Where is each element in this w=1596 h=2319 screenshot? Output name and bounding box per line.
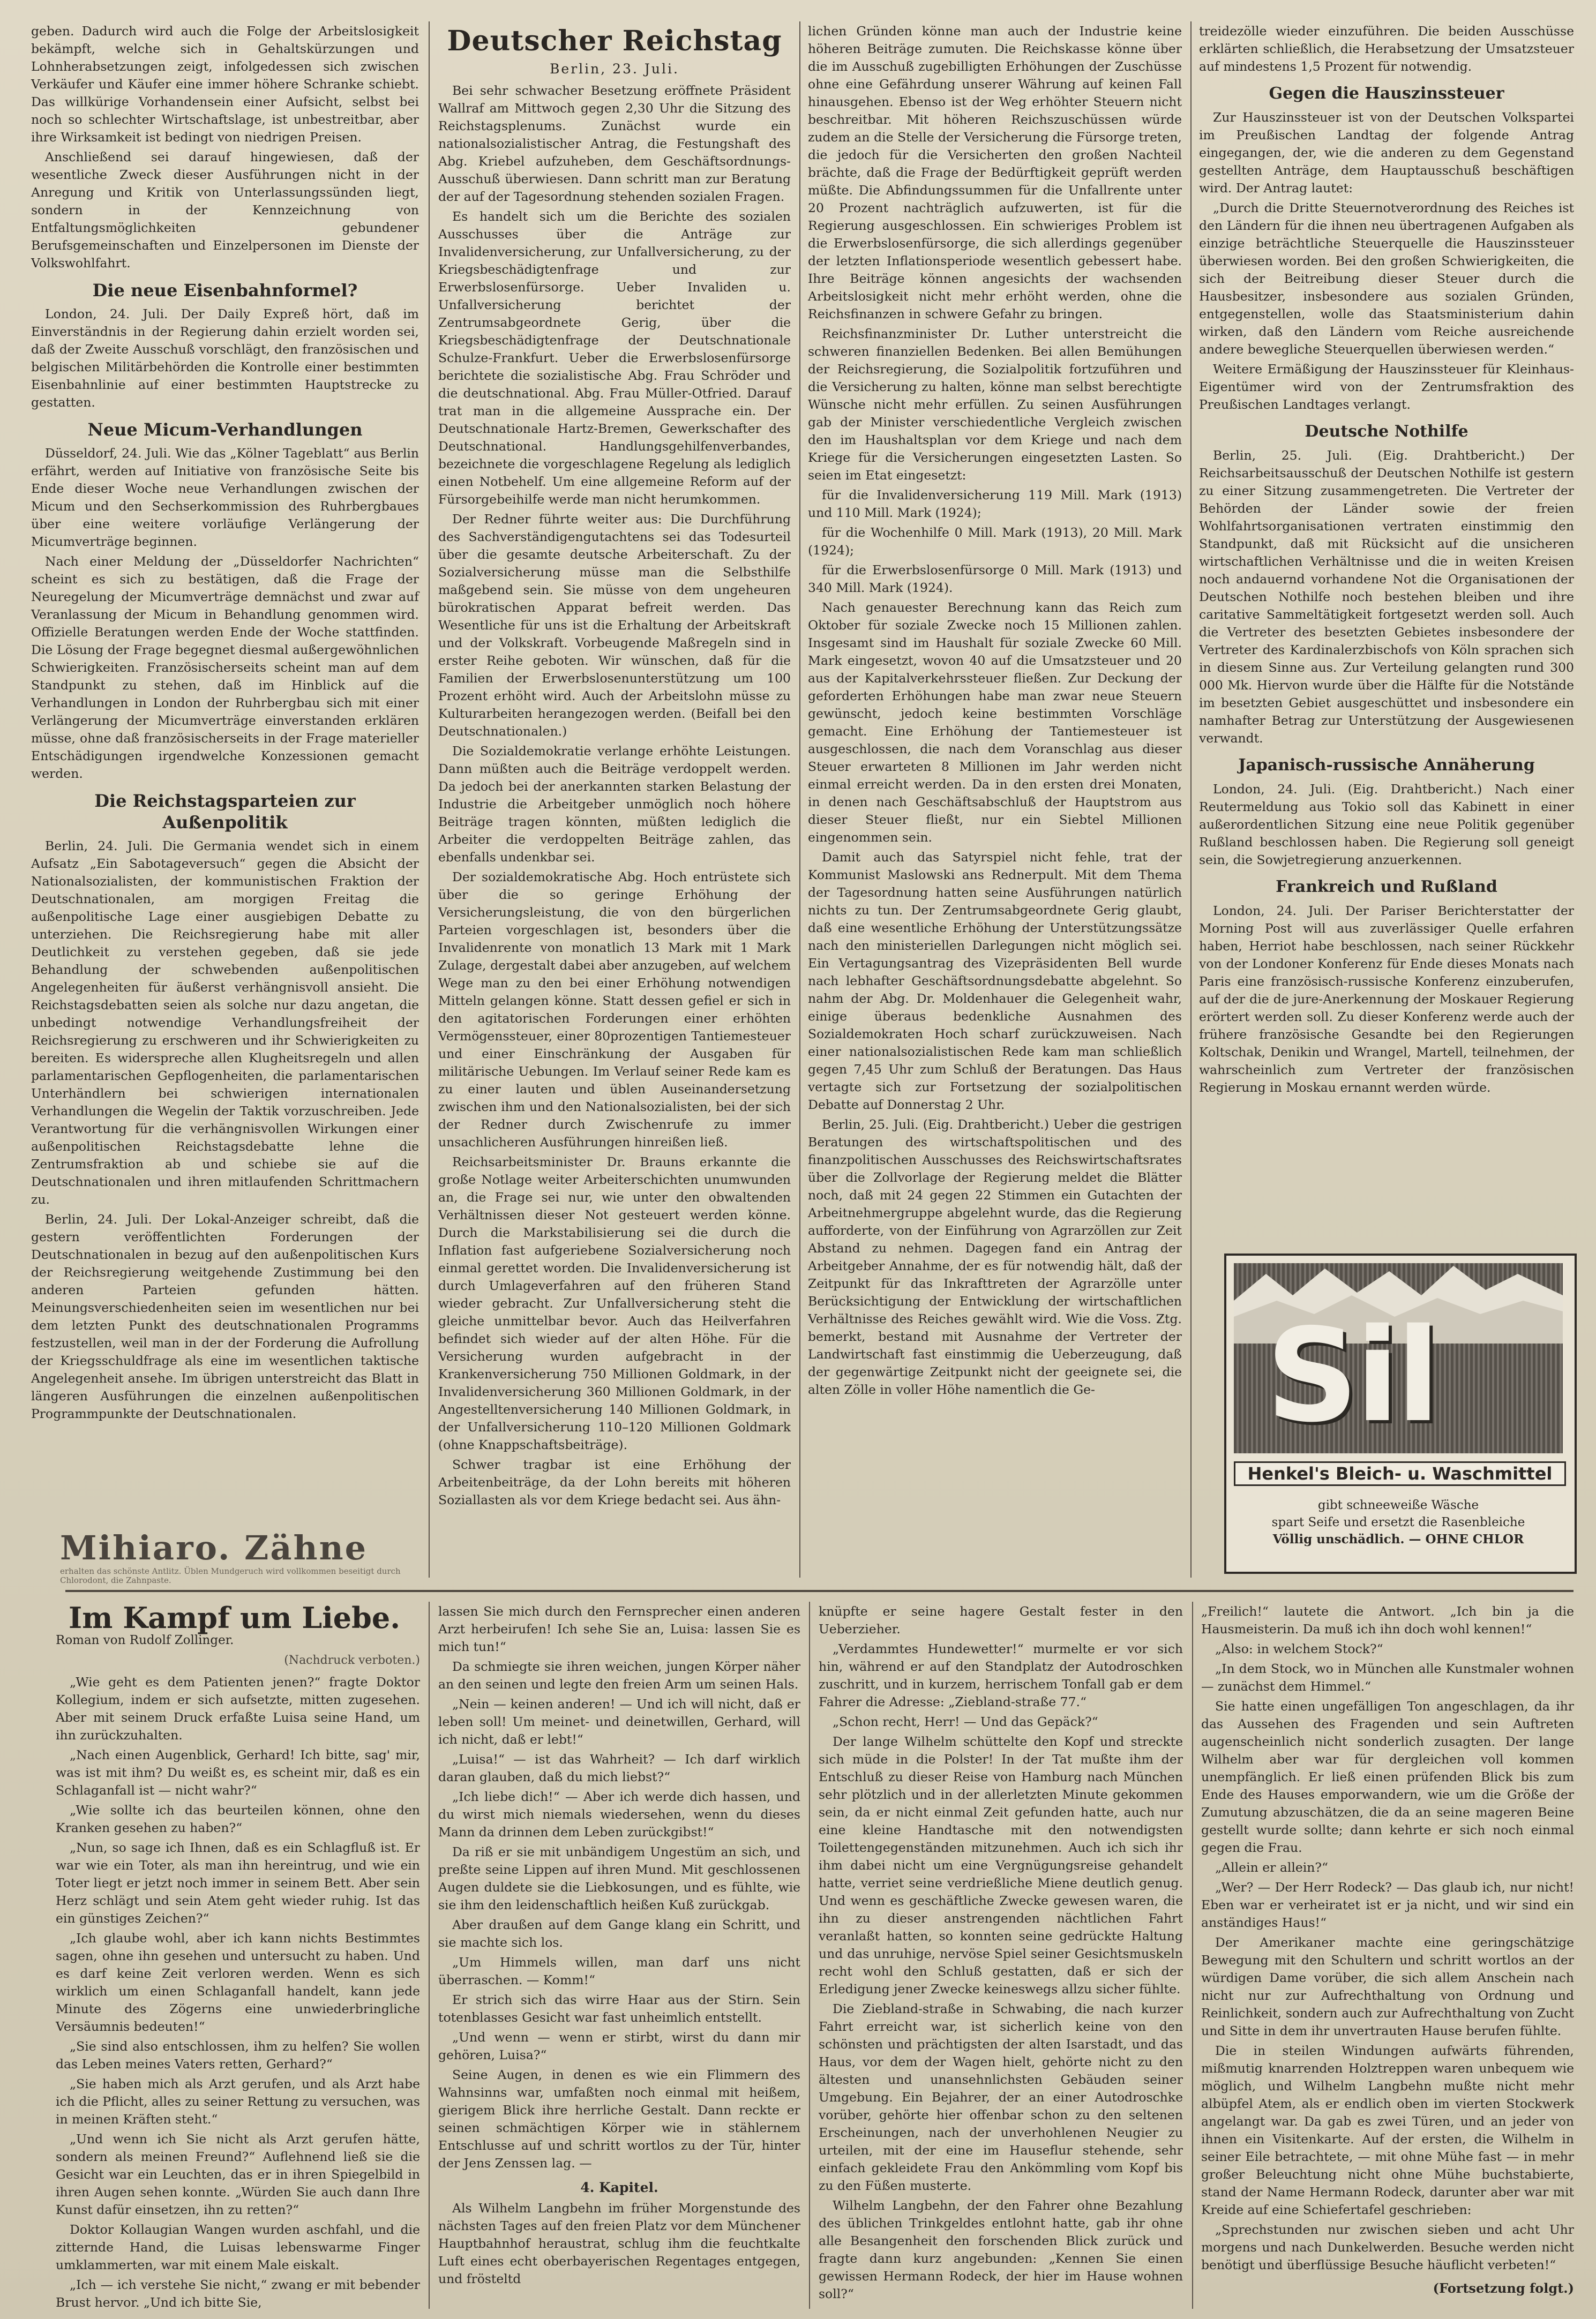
- novel-paragraph: knüpfte er seine hagere Gestalt fester in den Ueberzieher.: [819, 1604, 1183, 1637]
- reprint-note: (Nachdruck verboten.): [284, 1654, 420, 1667]
- feuilleton-column-1: [56, 1602, 420, 2309]
- article-paragraph: Die Sozialdemokratie verlange erhöhte Leistungen. Dann müßten auch die Beiträge verdoppelt werden. Da jedoch bei der anerkannten starken Belastung der Industrie die Arbeitgeber unmöglich noch höhere Beiträge tragen könnten, müßten lediglich die Arbeiter die verdoppelten Beiträge zahlen, das ebenfalls undenkbar sei.: [438, 744, 791, 865]
- novel-paragraph: „Und wenn ich Sie nicht als Arzt gerufen hätte, sondern als meinen Freund?“ Auflehnend ließ sie die Gesicht war ein Leuchten, das er in ihren Spiegelbild in ihren Augen sehen konnte. „Würden Sie auch dann Ihre Kunst dafür einsetzen, ihn zu retten?“: [56, 2132, 420, 2217]
- headline-eisenbahnformel: Die neue Eisenbahnformel?: [92, 280, 358, 301]
- column-rule: [799, 21, 800, 1578]
- novel-paragraph: Als Wilhelm Langbehn im früher Morgenstunde des nächsten Tages auf den freien Platz vor dem Münchener Hauptbahnhof heraustrat, schlug ihm die feuchtkalte Luft eines echt oberbayerischen Regentages entgegen, und frösteltd: [438, 2201, 800, 2286]
- novel-paragraph: „Wer? — Der Herr Rodeck? — Das glaub ich, nur nicht! Eben war er verheiratet ist er ja nicht, und wir sind ein anständiges Haus!“: [1201, 1880, 1574, 1930]
- novel-paragraph: „Sprechstunden nur zwischen sieben und acht Uhr morgens und nach Dunkelwerden. Besuche werden nicht benötigt und überflüssige Besuche häuflicht verbeten!“: [1201, 2222, 1574, 2272]
- novel-paragraph: Die in steilen Windungen aufwärts führenden, mißmutig knarrenden Holztreppen waren unbequem wie möglich, und Wilhelm Langbehn mußte nicht mehr albüpfel Atem, als er endlich oben im vierten Stockwerk angelangt war. Da gab es zwei Türen, und an jeder von ihnen ein Visitenkarte. Auf der ersten, die Wilhelm in seiner Eile betrachtete, — mit ohne Mühe fast — in mehr großer Beleuchtung nicht ohne Mühe buchstabierte, stand der Name Hermann Rodeck, darunter aber war mit Kreide auf eine Schiefertafel geschrieben:: [1201, 2043, 1574, 2217]
- article-paragraph: Berlin, 24. Juli. Die Germania wendet sich in einem Aufsatz „Ein Sabotageversuch“ gegen die Absicht der Nationalsozialisten, der kommunistischen Fraktion der Deutschnationalen, am morgigen Freitag die außenpolitische Lage einer ausgiebigen Debatte zu unterziehen. Die Reichsregierung habe mit aller Deutlichkeit zu verstehen gegeben, daß sie jede Behandlung der schwebenden außenpolitischen Angelegenheiten für äußerst verhängnisvoll ansieht. Die Reichstagsdebatten seien als solche nur dazu angetan, die unbedingt notwendige Verhandlungsfreiheit der Reichsregierung zu erschweren und ihr Schwierigkeiten zu bereiten. Es widerspreche allen Klugheitsregeln und allen parlamentarischen Gepflogenheiten, die parlamentarischen Unterhändlern bei schwierigen internationalen Verhandlungen die Wegelin der Taktik vorzuschreiben. Jede Verantwortung für die verhängnisvollen Wirkungen einer außenpolitischen Reichstagsdebatte lehne die Zentrumsfraktion ab und schiebe sie auf die Deutschnationalen und ihren mitlaufenden Schrittmachern zu.: [31, 838, 419, 1207]
- budget-line: für die Erwerbslosenfürsorge 0 Mill. Mark (1913) und 340 Mill. Mark (1924).: [808, 562, 1182, 595]
- column-4: [1199, 22, 1574, 1247]
- novel-paragraph: „Nach einen Augenblick, Gerhard! Ich bitte, sag' mir, was ist mit ihm? Du weißt es, es scheint mir, daß es ein Schlaganfall ist — nicht wahr?“: [56, 1747, 420, 1798]
- article-paragraph: „Durch die Dritte Steuernotverordnung des Reiches ist den Ländern für die ihnen neu übertragenen Aufgaben als einzige beträchtliche Steuerquelle die Hauszinssteuer überwiesen worden. Bei den großen Schwierigkeiten, die sich der Beitreibung dieser Steuer durch die Hausbesitzer, insbesondere aus sozialen Gründen, entgegenstellen, wolle das Staatsministerium dahin wirken, daß den Ländern vom Reiche ausreichende andere bewegliche Steuerquellen überwiesen werden.“: [1199, 200, 1574, 357]
- article-paragraph: Der Redner führte weiter aus: Die Durchführung des Sachverständigengutachtens sei das Todesurteil über die gesamte deutsche Arbeiterschaft. Zu der Sozialversicherung müsse man die Selbsthilfe maßgebend sein. Sie müsse von dem ungeheuren bürokratischen Apparat befreit werden. Das Wesentliche für uns ist die Erhaltung der Arbeitskraft und der Volkskraft. Vorbeugende Maßregeln sind in erster Reihe geboten. Wir wünschen, daß für die Familien der Erwerbslosenunterstützung um 100 Prozent erhöht wird. Auch der Arbeitslohn müsse zu Kulturarbeiten herangezogen werden. (Beifall bei den Deutschnationalen.): [438, 512, 791, 739]
- dateline: Berlin, 23. Juli.: [550, 61, 679, 77]
- article-paragraph: Der sozialdemokratische Abg. Hoch entrüstete sich über die so geringe Erhöhung der Versicherungsleistung, die von den bürgerlichen Parteien vorgeschlagen ist, besonders über die Invalidenrente von monatlich 13 Mark mit 1 Mark Zulage, dergestalt dabei aber anzugeben, auf welchem Wege man zu den bei einer Erhöhung notwendigen Mitteln gelangen könne. Statt dessen gefiel er sich in den agitatorischen Forderungen einer erhöhten Vermögenssteuer, einer 80prozentigen Tantiemesteuer und einer Einschränkung der Ausgaben für militärische Uebungen. Im Verlauf seiner Rede kam es zu einer lauten und üblen Auseinandersetzung zwischen ihm und den Nationalsozialisten, bei der sich der Redner durch Zwischenrufe zu immer unsachlicheren Ausführungen hinreißen ließ.: [438, 869, 791, 1150]
- column-rule: [1192, 1602, 1193, 2309]
- sil-ad-headline: Henkel's Bleich- u. Waschmittel: [1234, 1461, 1566, 1486]
- article-paragraph: Es handelt sich um die Berichte des sozialen Ausschusses über die Anträge zur Invalidenversicherung, zur Unfallversicherung, zu der Kriegsbeschädigtenfrage und zur Erwerbslosenfürsorge. Ueber Invaliden u. Unfallversicherung berichtet der Zentrumsabgeordnete Gerig, über die Kriegsbeschädigtenfrage der Deutschnationale Schulze-Frankfurt. Ueber die Erwerbslosenfürsorge berichtete die sozialistische Abg. Frau Schröder und die deutschnational. Abg. Frau Müller-Otfried. Darauf trat man in die allgemeine Aussprache ein. Der Deutschnationale Hartz-Bremen, Gewerkschafter des Deutschnational. Handlungsgehilfenverbandes, bezeichnete die vorgeschlagene Regelung als lediglich einen Notbehelf. Um eine allgemeine Reform auf der Fürsorgebeihilfe werde man nicht herumkommen.: [438, 209, 791, 507]
- novel-paragraph: „Nun, so sage ich Ihnen, daß es ein Schlagfluß ist. Er war wie ein Toter, als man ihn hereintrug, und wie ein Toter liegt er jetzt noch immer in seinem Bett. Aber sein Herz schlägt und sein Atem geht wieder ruhig. Ist das ein günstiges Zeichen?“: [56, 1840, 420, 1926]
- headline-reichstagsparteien: Die Reichstagsparteien zur Außenpolitik: [94, 791, 356, 832]
- novel-paragraph: Wilhelm Langbehn, der den Fahrer ohne Bezahlung des üblichen Trinkgeldes entlohnt hatte, gab ihr ohne alle Besangenheit den forschenden Blick zurück und fragte dann kurz angebunden: „Kennen Sie einen gewissen Hermann Rodeck, der hier im Hause wohnen soll?“: [819, 2198, 1183, 2301]
- article-paragraph: Damit auch das Satyrspiel nicht fehle, trat der Kommunist Maslowski ans Rednerpult. Mit dem Thema der Tagesordnung hatten seine Ausführungen natürlich nichts zu tun. Der Zentrumsabgeordnete Gerig glaubt, daß eine wesentliche Erhöhung der Unterstützungssätze nach den ministeriellen Darlegungen nicht möglich sei. Ein Vertagungsantrag des Vizepräsidenten Bell wurde nach lebhafter Geschäftsordnungsdebatte abgelehnt. So nahm der Abg. Dr. Moldenhauer die Gelegenheit wahr, einige überaus bedenkliche Ausnahmen des Sozialdemokraten Hoch scharf zurückzuweisen. Nach einer nationalsozialistischen Rede kam man schließlich gegen 7,45 Uhr zum Schluß der Beratungen. Das Haus vertagte sich zur Fortsetzung der sozialpolitischen Debatte auf Donnerstag 2 Uhr.: [808, 850, 1182, 1112]
- budget-line: für die Invalidenversicherung 119 Mill. Mark (1913) und 110 Mill. Mark (1924);: [808, 487, 1182, 520]
- article-paragraph: Bei sehr schwacher Besetzung eröffnete Präsident Wallraf am Mittwoch gegen 2,30 Uhr die Sitzung des Reichstagsplenums. Zunächst wurde ein nationalsozialistischer Antrag, die Festungshaft des Abg. Kriebel aufzuheben, dem Geschäftsordnungs-Ausschuß überwiesen. Dann schritt man zur Beratung der auf der Tagesordnung stehenden sozialen Fragen.: [438, 83, 791, 204]
- column-rule: [429, 1602, 430, 2309]
- column-1: [31, 22, 419, 1522]
- article-paragraph: Weitere Ermäßigung der Hauszinssteuer für Kleinhaus-Eigentümer wird von der Zentrumsfraktion des Preußischen Landtages verlangt.: [1199, 362, 1574, 412]
- sil-ad-line: spart Seife und ersetzt die Rasenbleiche: [1271, 1515, 1525, 1529]
- novel-paragraph: Da schmiegte sie ihren weichen, jungen Körper näher an den seinen und legte den freien Arm um seinen Hals.: [438, 1659, 800, 1692]
- article-paragraph: Nach einer Meldung der „Düsseldorfer Nachrichten“ scheint es sich zu bestätigen, daß die Frage der Neuregelung der Micumverträge demnächst und zwar auf Veranlassung der Micum in Behandlung genommen wird. Offizielle Beratungen werden Ende der Woche stattfinden. Die Lösung der Frage begegnet diesmal außergewöhnlichen Schwierigkeiten. Französischerseits scheint man auf dem Standpunkt zu stehen, daß im Hinblick auf die Verhandlungen in London der Ruhrbergbau sich mit einer Verlängerung der Micumverträge einverstanden erklären müsse, ohne daß französischerseits in der Frage materieller Entschädigungen irgendwelche Konzessionen gemacht werden.: [31, 554, 419, 781]
- article-paragraph: Reichsarbeitsminister Dr. Brauns erkannte die große Notlage weiter Arbeiterschichten unumwunden an, die Frage sei nur, wie unter den obwaltenden Verhältnissen dieser Not gesteuert werden könne. Durch die Markstabilisierung sei die durch die Inflation fast aufgeriebene Sozialversicherung noch einmal gerettet worden. Die Invalidenversicherung ist durch Umlageverfahren auf den früheren Stand wieder gebracht. Zur Unfallversicherung steht die gleiche unmittelbar bevor. Auch das Heilverfahren befindet sich wieder auf der alten Höhe. Für die Versicherung wurden aufgebracht in der Krankenversicherung 750 Millionen Goldmark, in der Invalidenversicherung 360 Millionen Goldmark, in der Angestelltenversicherung 140 Millionen Goldmark, in der Unfallversicherung 110–120 Millionen Goldmark (ohne Knappschaftsbeiträge).: [438, 1154, 791, 1452]
- sil-ad-image: [1234, 1263, 1563, 1453]
- novel-paragraph: Der Amerikaner machte eine geringschätzige Bewegung mit den Schultern und schritt wortlos an der würdigen Dame vorüber, die sich allem Anschein nach nicht nur zur Aufrechthaltung von Ordnung und Reinlichkeit, sondern auch zur Aufrechthaltung von Zucht und Sitte in dem ihr unvertrauten Hause berufen fühlte.: [1201, 1935, 1574, 2038]
- article-paragraph: geben. Dadurch wird auch die Folge der Arbeitslosigkeit bekämpft, welche sich in Gehaltskürzungen und Lohnherabsetzungen zeigt, infolgedessen sich zwischen Verkäufer und Käufer eine immer höhere Schranke schiebt. Das willkürige Vorhandensein einer Aufsicht, selbst bei noch so schlechter Wirtschaftslage, ist unbestreitbar, aber ihre Wirksamkeit ist bedingt von niedrigen Preisen.: [31, 24, 419, 145]
- ad-title: Mihiaro. Zähne: [60, 1528, 368, 1567]
- feuilleton-byline: Roman von Rudolf Zollinger.: [56, 1633, 234, 1647]
- column-rule: [429, 21, 430, 1578]
- feuilleton-column-3: [819, 1603, 1183, 2309]
- article-paragraph: London, 24. Juli. Der Daily Expreß hört, daß im Einverständnis in der Regierung dahin erzielt worden sei, daß der Zweite Ausschuß vorschlägt, den französischen und belgischen Militärbehörden die Kontrolle einer bestimmten Eisenbahnlinie auf einer bestimmten Hauptstrecke zu gestatten.: [31, 306, 419, 410]
- article-paragraph: Schwer tragbar ist eine Erhöhung der Arbeitenbeiträge, da der Lohn bereits mit höheren Soziallasten als vor dem Kriege bedacht sei. Aus ähn-: [438, 1457, 791, 1507]
- novel-paragraph: Da riß er sie mit unbändigem Ungestüm an sich, und preßte seine Lippen auf ihren Mund. Mit geschlossenen Augen duldete sie die Liebkosungen, und es fühlte, wie sie ihm den leidenschaftlich heißen Kuß zurückgab.: [438, 1844, 800, 1912]
- headline-frankreich-russland: Frankreich und Rußland: [1276, 877, 1497, 896]
- novel-paragraph: „Also: in welchem Stock?“: [1215, 1641, 1383, 1656]
- novel-paragraph: „Ich liebe dich!“ — Aber ich werde dich hassen, und du wirst mich niemals wiedersehen, wenn du dieses Mann da drinnen dem Leben zurückgibst!“: [438, 1789, 800, 1840]
- headline-japanisch-russisch: Japanisch-russische Annäherung: [1238, 756, 1535, 775]
- novel-paragraph: „Wie sollte ich das beurteilen können, ohne den Kranken gesehen zu haben?“: [56, 1803, 420, 1835]
- article-paragraph: treidezölle wieder einzuführen. Die beiden Ausschüsse erklärten schließlich, die Herabsetzung der Umsatzsteuer auf mindestens 1,5 Prozent für notwendig.: [1199, 24, 1574, 74]
- ad-text: erhalten das schönste Antlitz. Üblen Mundgeruch wird vollkommen beseitigt durch Chlorodont, die Zahnpaste.: [60, 1566, 401, 1585]
- novel-paragraph: „Nein — keinen anderen! — Und ich will nicht, daß er leben soll! Um meinet- und deinetwillen, Gerhard, will ich nicht, daß er lebt!“: [438, 1697, 800, 1747]
- sil-ad-line: gibt schneeweiße Wäsche: [1317, 1498, 1479, 1512]
- headline-micum: Neue Micum-Verhandlungen: [87, 419, 363, 440]
- novel-paragraph: „Verdammtes Hundewetter!“ murmelte er vor sich hin, während er auf den Standplatz der Autodroschken zuschritt, und in kurzem, herrischem Tonfall gab er dem Fahrer die Adresse: „Ziebland-straße 77.“: [819, 1641, 1183, 1709]
- sil-logo: Sil: [1266, 1301, 1437, 1451]
- article-paragraph: Berlin, 24. Juli. Der Lokal-Anzeiger schreibt, daß die gestern veröffentlichten Forderungen der Deutschnationalen in bezug auf den außenpolitischen Kurs der Reichsregierung weitgehende Zustimmung bei den anderen Parteien gefunden hätten. Meinungsverschiedenheiten seien im wesentlichen nur bei dem letzten Punkt des deutschnationalen Programms festzustellen, weil man in der der Forderung die Aufrollung der Kriegsschuldfrage als eine im wesentlichen taktische Angelegenheit ansehe. Im übrigen unterstreicht das Blatt in längeren Ausführungen die einzelnen außenpolitischen Programmpunkte der Deutschnationalen.: [31, 1212, 419, 1421]
- article-paragraph: Zur Hauszinssteuer ist von der Deutschen Volkspartei im Preußischen Landtag der folgende Antrag eingegangen, der, wie die anderen zu dem Gegenstand gestellten Anträge, dem Hauptausschuß beschäftigen wird. Der Antrag lautet:: [1199, 110, 1574, 196]
- novel-paragraph: „Luisa!“ — ist das Wahrheit? — Ich darf wirklich daran glauben, daß du mich liebst?“: [438, 1752, 800, 1784]
- sil-ad-line: Völlig unschädlich. — OHNE CHLOR: [1272, 1532, 1524, 1547]
- column-rule: [809, 1602, 810, 2309]
- column-2: [438, 21, 791, 1575]
- novel-paragraph: Sie hatte einen ungefälligen Ton angeschlagen, da ihr das Aussehen des Fragenden und sein Auftreten augenscheinlich nicht sonderlich zusagten. Der lange Wilhelm aber war für dergleichen voll kommen unempfänglich. Er ließ einen prüfenden Blick bis zum Ende des Hauses emporwandern, wie um die Größe der Zumutung abzuschätzen, die da an seine mageren Beine gestellt wurde sollte; dann kehrte er sich noch einmal gegen die Frau.: [1201, 1699, 1574, 1855]
- continuation-note: (Fortsetzung folgt.): [1433, 2280, 1574, 2296]
- novel-paragraph: „Und wenn — wenn er stirbt, wirst du dann mir gehören, Luisa?“: [438, 2030, 800, 2062]
- feuilleton-title: Im Kampf um Liebe.: [69, 1601, 400, 1635]
- headline-nothilfe: Deutsche Nothilfe: [1305, 422, 1468, 441]
- novel-paragraph: Doktor Kollaugian Wangen wurden aschfahl, und die zitternde Hand, die Luisas lebenswarme Finger umklammerten, war mit einem Male eiskalt.: [56, 2222, 420, 2272]
- sil-ad-text: [1234, 1497, 1563, 1548]
- column-rule: [1190, 21, 1192, 1578]
- feuilleton-divider: [65, 1590, 1573, 1592]
- novel-paragraph: Seine Augen, in denen es wie ein Flimmern des Wahnsinns war, umfaßten noch einmal mit heißem, gierigem Blick ihre herrliche Gestalt. Dann reckte er seinen schmächtigen Körper wie in stählernem Entschlusse auf und schritt wortlos zu der Tür, hinter der Jens Zenssen lag. —: [438, 2067, 800, 2171]
- article-paragraph: London, 24. Juli. Der Pariser Berichterstatter der Morning Post will aus zuverlässiger Quelle erfahren haben, Herriot habe beschlossen, nach seiner Rückkehr von der Londoner Konferenz für Ende dieses Monats nach Paris eine französisch-russische Konferenz einzuberufen, auf der die de jure-Anerkennung der Moskauer Regierung erörtert werden soll. Zu dieser Konferenz werde auch der frühere französische Gesandte bei den Regierungen Koltschak, Denikin und Wrangel, Martell, teilnehmen, der wahrscheinlich zum Vertreter der französischen Regierung in Moskau ernannt werden würde.: [1199, 903, 1574, 1095]
- novel-paragraph: „Ich glaube wohl, aber ich kann nichts Bestimmtes sagen, ohne ihn gesehen und untersucht zu haben. Und es darf keine Zeit verloren werden. Wenn es sich wirklich um einen Schlaganfall handelt, kann jede Minute des Zögerns eine unwiederbringliche Versäumnis bedeuten!“: [56, 1931, 420, 2034]
- headline-hauszinssteuer: Gegen die Hauszinssteuer: [1269, 84, 1504, 103]
- article-paragraph: lichen Gründen könne man auch der Industrie keine höheren Beiträge zumuten. Die Reichskasse könne über die im Ausschuß zugebilligten Erhöhungen der Zuschüsse ohne eine Gefährdung unserer Währung auf keinen Fall hinausgehen. Ebenso ist der Weg erhöhter Steuern nicht beschreitbar. Mit höheren Reichszuschüssen würde zudem an die Stelle der Versicherung die Fürsorge treten, die jedoch für die Versicherten den großen Nachteil brächte, daß die Frage der Bedürftigkeit geprüft werden müßte. Die Abfindungssummen für die Unfallrente unter 20 Prozent nachträglich aufzuwerten, ist für die Regierung ausgeschlossen. Ein schwieriges Problem ist die Erwerbslosenfürsorge, die sich allerdings gegenüber der letzten Inflationsperiode wesentlich gebessert habe. Ihre Beiträge können angesichts der wachsenden Arbeitslosigkeit nicht mehr erhöht werden, ohne die Reichsfinanzen in schwere Gefahr zu bringen.: [808, 24, 1182, 321]
- budget-line: für die Wochenhilfe 0 Mill. Mark (1913), 20 Mill. Mark (1924);: [808, 525, 1182, 558]
- article-paragraph: Berlin, 25. Juli. (Eig. Drahtbericht.) Der Reichsarbeitsausschuß der Deutschen Nothilfe ist gestern zu einer Sitzung zusammengetreten. Die Vertreter der Behörden der Länder sowie der freien Wohlfahrtsorganisationen vertraten einstimmig den Standpunkt, daß mit Rücksicht auf die unsicheren wirtschaftlichen Verhältnisse und die in weiten Kreisen noch andauernd vorhandene Not die Organisationen der Deutschen Nothilfe noch bestehen bleiben und ihre caritative Sammeltätigkeit fortgesetzt werden soll. Auch die Vertreter des besetzten Gebietes insbesondere der Vertreter des Kardinalerzbischofs von Köln sprachen sich in diesem Sinne aus. Zur Verteilung gelangten rund 300 000 Mk. Hiervon wurde über die Hälfte für die Notstände im besetzten Gebiet ausgeschüttet und insbesondere ein namhafter Betrag zur Unterstützung der Ausgewiesenen verwandt.: [1199, 448, 1574, 746]
- article-paragraph: Düsseldorf, 24. Juli. Wie das „Kölner Tageblatt“ aus Berlin erfährt, werden auf Initiative von französische Seite bis Ende dieser Woche neue Verhandlungen zwischen der Micum und den Sechserkommission des Ruhrbergbaues über eine weitere vorläufige Verlängerung der Micumverträge beginnen.: [31, 446, 419, 549]
- novel-paragraph: „Um Himmels willen, man darf uns nicht überraschen. — Komm!“: [438, 1955, 800, 1987]
- article-paragraph: London, 24. Juli. (Eig. Drahtbericht.) Nach einer Reutermeldung aus Tokio soll das Kabinett in einer außerordentlichen Sitzung eine neue Politik gegenüber Rußland beschlossen haben. Die Regierung soll geneigt sein, die Sowjetregierung anzuerkennen.: [1199, 782, 1574, 867]
- novel-paragraph: „Freilich!“ lautete die Antwort. „Ich bin ja die Hausmeisterin. Da muß ich ihn doch wohl kennen!“: [1201, 1604, 1574, 1637]
- novel-paragraph: Der lange Wilhelm schüttelte den Kopf und streckte sich müde in die Polster! In der Tat mußte ihm der Entschluß zu dieser Reise von Hamburg nach München sehr plötzlich und in der allerletzten Minute gekommen sein, da er nicht einmal Zeit gefunden hatte, auch nur eine kleine Handtasche mit den notwendigsten Toilettengegenständen mitzunehmen. Auch ich sich ihr ihm dabei nicht um eine Vergnügungsreise gehandelt hatte, verriet seine verdrießliche Miene deutlich genug. Und wenn es geschäftliche Zwecke gewesen waren, die ihn zu dieser anstrengenden nächtlichen Fahrt veranlaßt hatten, so konnten seine gedrückte Haltung und das unruhige, nervöse Spiel seiner Gesichtsmuskeln recht wohl den Schluß gestatten, daß er sich der Erledigung jener Zwecke keineswegs allzu sicher fühlte.: [819, 1734, 1183, 1997]
- novel-paragraph: Er strich sich das wirre Haar aus der Stirn. Sein totenblasses Gesicht war fast unheimlich entstellt.: [438, 1992, 800, 2025]
- novel-paragraph: „Allein er allein?“: [1215, 1860, 1329, 1875]
- feuilleton-column-4: [1201, 1603, 1574, 2309]
- novel-paragraph: „Wie geht es dem Patienten jenen?“ fragte Doktor Kollegium, indem er sich aufsetzte, mitten zugesehen. Aber mit seinem Druck erfaßte Luisa seine Hand, um ihn zurückzuhalten.: [56, 1675, 420, 1743]
- novel-paragraph: „Schon recht, Herr! — Und das Gepäck?“: [833, 1714, 1098, 1729]
- column-3: [808, 22, 1182, 1576]
- article-paragraph: Reichsfinanzminister Dr. Luther unterstreicht die schweren finanziellen Bedenken. Bei allen Bemühungen der Reichsregierung, die Sozialpolitik fortzuführen und die Versicherung zu halten, könne man selbst berechtigte Wünsche nicht mehr erfüllen. Zu seinen Ausführungen gab der Minister verschiedentliche Vergleich zwischen den im Haushaltsplan vor dem Kriege und nach dem Kriege für die Versicherungen eingesetzten Lasten. So seien im Etat eingesetzt:: [808, 326, 1182, 483]
- article-paragraph: Nach genauester Berechnung kann das Reich zum Oktober für soziale Zwecke noch 15 Millionen zahlen. Insgesamt sind im Haushalt für soziale Zwecke 60 Mill. Mark eingesetzt, wovon 40 auf die Umsatzsteuer und 20 aus der Kapitalverkehrssteuer fließen. Zur Deckung der geforderten Erhöhungen habe man zwar neue Steuern gewünscht, jedoch keine bestimmten Vorschläge gemacht. Eine Erhöhung der Tantiemesteuer ist ausgeschlossen, die nach dem Voranschlag aus dieser Steuer erwarteten 8 Millionen im Jahr werden nicht einmal erreicht werden. Da in den ersten drei Monaten, in denen nach Geschäftsabschluß der Hauptstrom aus dieser Steuer fließt, nur ein Siebtel Millionen eingenommen sein.: [808, 600, 1182, 845]
- chlorodont-advertisement: [60, 1528, 419, 1585]
- novel-paragraph: „Ich — ich verstehe Sie nicht,“ zwang er mit bebender Brust hervor. „Und ich bitte Sie,: [56, 2277, 420, 2310]
- novel-paragraph: lassen Sie mich durch den Fernsprecher einen anderen Arzt herbeirufen! Ich sehe Sie an, Luisa: lassen Sie es mich tun!“: [438, 1604, 800, 1654]
- novel-paragraph: „Sie haben mich als Arzt gerufen, und als Arzt habe ich die Pflicht, alles zu seiner Rettung zu versuchen, was in meinen Kräften steht.“: [56, 2076, 420, 2127]
- article-paragraph: Anschließend sei darauf hingewiesen, daß der wesentliche Zweck dieser Ausführungen nicht in der Anregung und Kritik von Unterlassungssünden liegt, sondern in der Kennzeichnung von Entfaltungsmöglichkeiten gebundener Berufsgemeinschaften und Einzelpersonen im Dienste der Volkswohlfahrt.: [31, 149, 419, 271]
- feuilleton-column-2: [438, 1603, 800, 2309]
- headline-reichstag: Deutscher Reichstag: [447, 25, 782, 57]
- novel-paragraph: Die Ziebland-straße in Schwabing, die nach kurzer Fahrt erreicht war, ist sicherlich keine von den schönsten und prächtigsten der alten Isarstadt, und das Haus, vor dem der Wagen hielt, gehörte nicht zu den ältesten und unansehnlichsten Gebäuden seiner Umgebung. Ein Bejahrer, der an einer Autodroschke vorüber, gehörte hier offenbar schon zu den seltenen Erscheinungen, nach der unverhohlenen Neugier zu urteilen, mit der eine im Hauseflur stehende, sehr einfach gekleidete Frau den Ankömmling vom Kopf bis zu den Füßen musterte.: [819, 2001, 1183, 2193]
- novel-paragraph: „In dem Stock, wo in München alle Kunstmaler wohnen — zunächst dem Himmel.“: [1201, 1661, 1574, 1694]
- article-paragraph: Berlin, 25. Juli. (Eig. Drahtbericht.) Ueber die gestrigen Beratungen des wirtschaftspolitischen und des finanzpolitischen Ausschusses des Reichswirtschaftsrates über die Zollvorlage der Regierung meldet die Blätter noch, daß mit 24 gegen 22 Stimmen ein Gutachten der Arbeitnehmergruppe abgelehnt wurde, das die Regierung aufforderte, von der Einführung von Agrarzöllen zur Zeit Abstand zu nehmen. Dagegen fand ein Antrag der Arbeitgeber Annahme, der es für notwendig hält, daß der Zeitpunkt für das Inkrafttreten der Agrarzölle unter Berücksichtigung der Entwicklung der wirtschaftlichen Verhältnisse des Reiches gewählt wird. Wie die Voss. Ztg. bemerkt, bestand mit Ausnahme der Vertreter der Landwirtschaft fast einstimmig die Ueberzeugung, daß der gegenwärtige Zeitpunkt nicht der geeignete sei, die alten Zölle in voller Höhe namentlich die Ge-: [808, 1117, 1182, 1397]
- novel-paragraph: Aber draußen auf dem Gange klang ein Schritt, und sie machte sich los.: [438, 1917, 800, 1950]
- sil-advertisement: [1224, 1254, 1577, 1574]
- chapter-heading: 4. Kapitel.: [580, 2180, 658, 2195]
- novel-paragraph: „Sie sind also entschlossen, ihm zu helfen? Sie wollen das Leben meines Vaters retten, Gerhard?“: [56, 2039, 420, 2072]
